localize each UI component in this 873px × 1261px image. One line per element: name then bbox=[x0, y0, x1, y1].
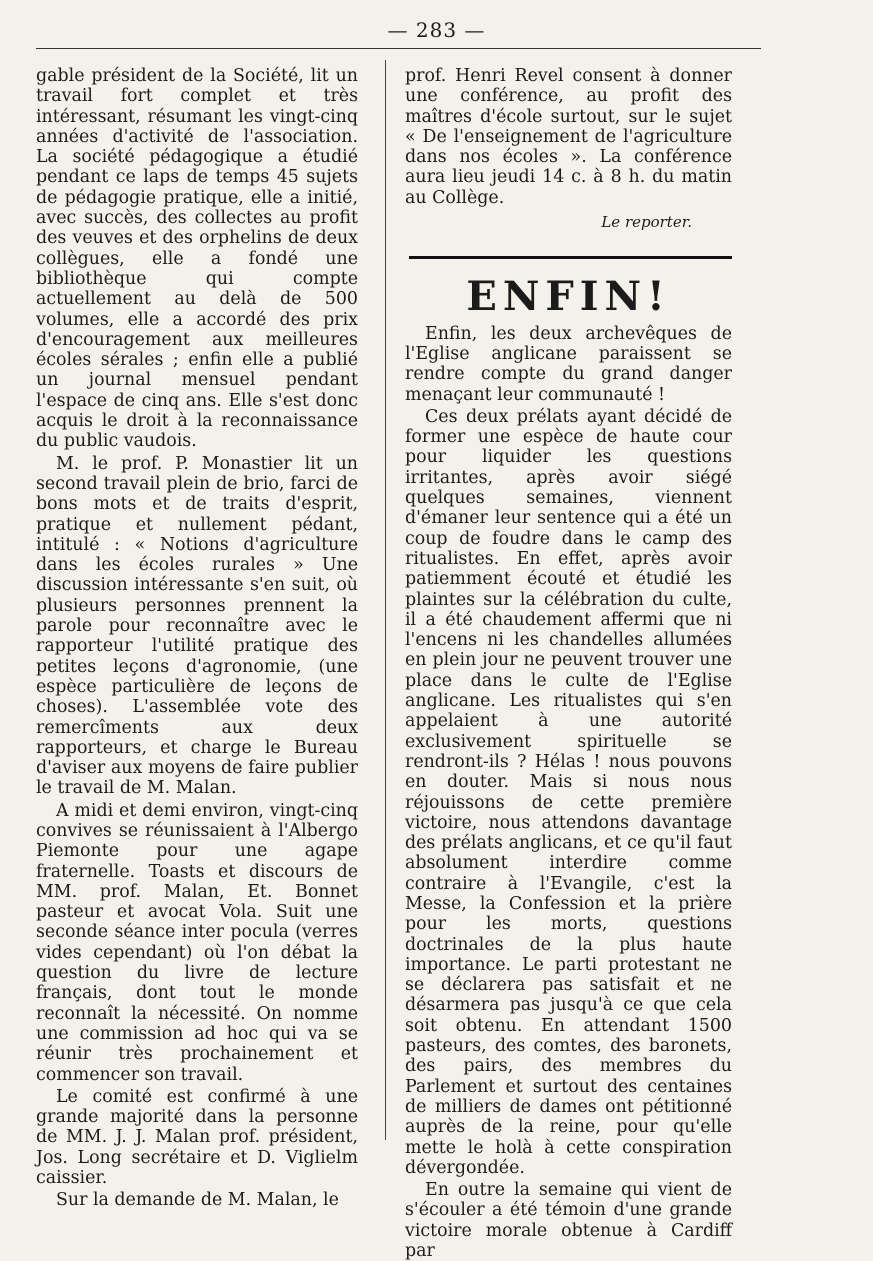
column-separator bbox=[385, 60, 386, 1140]
right-column bbox=[405, 66, 732, 1261]
paragraph: A midi et demi environ, vingt-cinq convives se réunissaient à l'Albergo Piemonte pour une agape fraternelle. Toasts et discours de MM. prof. Malan, Et. Bonnet pasteur et avocat Vola. Suit une seconde séance inter pocula (verres vides cependant) où l'on débat la question du livre de lecture français, dont tout le monde reconnaît la nécessité. On nomme une commission ad hoc qui va se réunir très prochainement et commencer son travail. bbox=[36, 800, 358, 1085]
paragraph: Le comité est confirmé à une grande majorité dans la personne de MM. J. J. Malan prof. président, Jos. Long secrétaire et D. Viglielm caissier. bbox=[36, 1086, 358, 1189]
left-column bbox=[36, 66, 358, 1211]
page-number: — 283 — bbox=[387, 18, 486, 42]
paragraph: Enfin, les deux archevêques de l'Eglise anglicane paraissent se rendre compte du grand danger menaçant leur communauté ! bbox=[405, 323, 732, 405]
paragraph: Sur la demande de M. Malan, le bbox=[56, 1190, 339, 1211]
signature: Le reporter. bbox=[601, 213, 692, 232]
paragraph: M. le prof. P. Monastier lit un second travail plein de brio, farci de bons mots et de traits d'esprit, pratique et nullement pédant, intitulé : « Notions d'agriculture dans les écoles rurales » Une discussion intéressante s'en suit, où plusieurs personnes prennent la parole pour reconnaître avec le rapporteur l'utilité pratique des petites leçons d'agronomie, (une espèce particulière de leçons de choses). L'assemblée vote des remercîments aux deux rapporteurs, et charge le Bureau d'aviser aux moyens de faire publier le travail de M. Malan. bbox=[36, 453, 358, 799]
paragraph: En outre la semaine qui vient de s'écouler a été témoin d'une grande victoire morale obtenue à Cardiff par bbox=[405, 1180, 732, 1261]
paragraph: Ces deux prélats ayant décidé de former une espèce de haute cour pour liquider les questions irritantes, après avoir siégé quelques semaines, viennent d'émaner leur sentence qui a été un coup de foudre dans le camp des ritualistes. En effet, après avoir patiemment écouté et étudié les plaintes sur la célébration du culte, il a été chaudement affermi que ni l'encens ni les chandelles allumées en plein jour ne peuvent trouver une place dans le culte de l'Eglise anglicane. Les ritualistes qui s'en appelaient à une autorité exclusivement spirituelle se rendront-ils ? Hélas ! nous pouvons en douter. Mais si nous nous réjouissons de cette première victoire, nous attendons davantage des prélats anglicans, et ce qu'il faut absolument interdire comme contraire à l'Evangile, c'est la Messe, la Confession et la prière pour les morts, questions doctrinales de la plus haute importance. Le parti protestant ne se déclarera pas satisfait et ne désarmera pas jusqu'à ce que cela soit obtenu. En attendant 1500 pasteurs, des comtes, des baronets, des pairs, des membres du Parlement et surtout des centaines de milliers de dames ont pétitionné auprès de la reine, pour qu'elle mette le holà à cette conspiration dévergondée. bbox=[405, 406, 732, 1178]
header-rule bbox=[36, 48, 761, 49]
article-divider bbox=[409, 256, 732, 259]
paragraph: gable président de la Société, lit un travail fort complet et très intéressant, résumant les vingt-cinq années d'activité de l'association. La société pédagogique a étudié pendant ce laps de temps 45 sujets de pédagogie pratique, elle a initié, avec succès, des collectes au profit des veuves et des orphelins de deux collègues, elle a fondé une bibliothèque qui compte actuellement au delà de 500 volumes, elle a accordé des prix d'encouragement aux meilleures écoles sérales ; enfin elle a publié un journal mensuel pendant l'espace de cinq ans. Elle s'est donc acquis le droit à la reconnaissance du public vaudois. bbox=[36, 66, 358, 452]
article-headline: ENFIN! bbox=[466, 273, 671, 321]
paragraph: prof. Henri Revel consent à donner une conférence, au profit des maîtres d'école surtout, sur le sujet « De l'enseignement de l'agriculture dans nos écoles ». La conférence aura lieu jeudi 14 c. à 8 h. du matin au Collège. bbox=[405, 66, 732, 208]
